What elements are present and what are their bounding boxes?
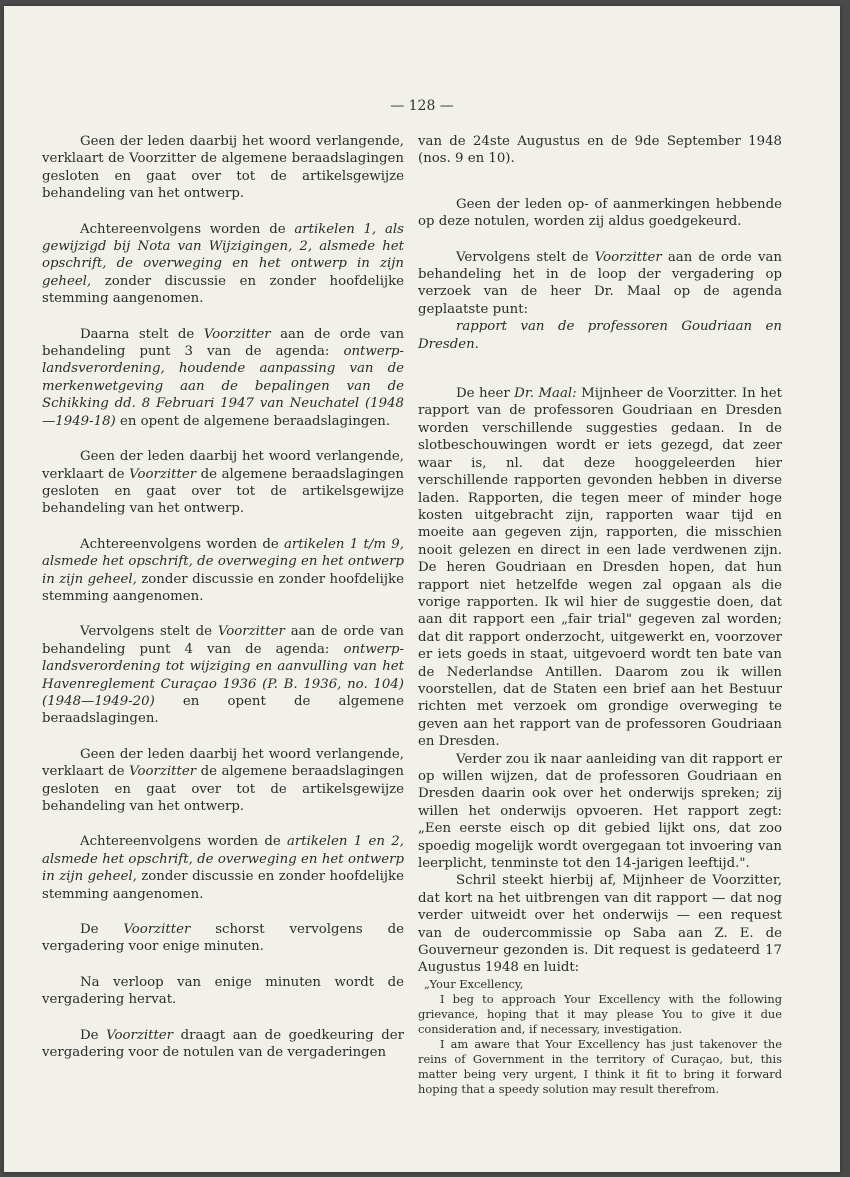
paragraph: Geen der leden daarbij het woord verlangende, verklaart de Voorzitter de algemene beraadslagingen gesloten en gaat over tot de artikelsgewijze behandeling van het ontwerp. <box>42 449 404 517</box>
paragraph: De Voorzitter draagt aan de goedkeuring der vergadering voor de notulen van de vergaderingen <box>42 1027 404 1061</box>
document-page <box>4 6 840 1172</box>
paragraph: Vervolgens stelt de Voorzitter aan de orde van behandeling het in de loop der vergadering op verzoek van de heer Dr. Maal op de agenda geplaatste punt: <box>418 249 782 317</box>
paragraph: Achtereenvolgens worden de artikelen 1 t/m 9, alsmede het opschrift, de overweging en het ontwerp in zijn geheel, zonder discussie en zonder hoofdelijke stemming aangenomen. <box>42 536 404 604</box>
paragraph: Daarna stelt de Voorzitter aan de orde van behandeling punt 3 van de agenda: ontwerp-landsverordening, houdende aanpassing van de merkenwetgeving aan de bepalingen van de Schikking dd. 8 Februari 1947 van Neuchatel (1948—1949-18) en opent de algemene beraadslagingen. <box>42 326 405 429</box>
paragraph: Geen der leden daarbij het woord verlangende, verklaart de Voorzitter de algemene beraadslagingen gesloten en gaat over tot de artikelsgewijze behandeling van het ontwerp. <box>42 746 404 814</box>
right-column <box>418 133 782 1097</box>
letter-salutation: „Your Excellency, <box>424 976 524 991</box>
left-column <box>42 133 404 1061</box>
paragraph: Geen der leden daarbij het woord verlangende, verklaart de Voorzitter de algemene beraadslagingen gesloten en gaat over tot de artikelsgewijze behandeling van het ontwerp. <box>42 134 404 202</box>
paragraph: van de 24ste Augustus en de 9de September 1948 (nos. 9 en 10). <box>418 134 782 167</box>
letter-paragraph: I beg to approach Your Excellency with the following grievance, hoping that it may please You to give it due consideration and, if necessary, investigation. <box>418 991 782 1036</box>
paragraph: Achtereenvolgens worden de artikelen 1, als gewijzigd bij Nota van Wijzigingen, 2, alsmede het opschrift, de overweging en het ontwerp in zijn geheel, zonder discussie en zonder hoofdelijke stemming aangenomen. <box>42 221 404 307</box>
paragraph: De heer Dr. Maal: Mijnheer de Voorzitter. In het rapport van de professoren Goudriaan en Dresden worden verschillende suggesties gedaan. In de slotbeschouwingen wordt er iets gezegd, dat zeer waar is, nl. dat deze hooggeleerden hier verschillende rapporten gevonden hebben in diverse laden. Rapporten, die tegen meer of minder hoge kosten uitgebracht zijn, rapporten waar tijd en moeite aan gegeven zijn, rapporten, die misschien nooit gelezen en direct in een lade verdwenen zijn. De heren Goudriaan en Dresden hopen, dat hun rapport niet hetzelfde wegen zal opgaan als die vorige rapporten. Ik wil hier de suggestie doen, dat aan dit rapport een „fair trial" gegeven zal worden; dat dit rapport onderzocht, uitgewerkt en, voorzover er iets goeds in staat, uitgevoerd wordt ten bate van de Nederlandse Antillen. Daarom zou ik willen voorstellen, dat de Staten een brief aan het Bestuur richten met verzoek om grondige overweging te geven aan het rapport van de professoren Goudriaan en Dresden. <box>418 386 782 750</box>
paragraph: Achtereenvolgens worden de artikelen 1 en 2, alsmede het opschrift, de overweging en het ontwerp in zijn geheel, zonder discussie en zonder hoofdelijke stemming aangenomen. <box>42 834 404 902</box>
quoted-letter <box>418 977 782 1097</box>
agenda-item-title: rapport van de professoren Goudriaan en Dresden. <box>418 319 782 352</box>
paragraph: Vervolgens stelt de Voorzitter aan de orde van behandeling punt 4 van de agenda: ontwerp-landsverordening tot wijziging en aanvulling van het Havenreglement Curaçao 1936 (P. B. 1936, no. 104) (1948—1949-20) en opent de algemene beraadslagingen. <box>42 624 404 727</box>
paragraph: Geen der leden op- of aanmerkingen hebbende op deze notulen, worden zij aldus goedgekeurd. <box>418 196 782 230</box>
paragraph: De Voorzitter schorst vervolgens de vergadering voor enige minuten. <box>42 922 405 955</box>
page-number: — 128 — <box>390 98 454 114</box>
letter-paragraph: I am aware that Your Excellency has just takenover the reins of Government in the territory of Curaçao, but, this matter being very urgent, I think it fit to bring it forward hoping that a speedy solution may result therefrom. <box>418 1036 782 1096</box>
paragraph: Verder zou ik naar aanleiding van dit rapport er op willen wijzen, dat de professoren Goudriaan en Dresden daarin ook over het onderwijs spreken; zij willen het onderwijs opvoeren. Het rapport zegt: „Een eerste eisch op dit gebied lijkt ons, dat zoo spoedig mogelijk wordt overgegaan tot invoering van leerplicht, tenminste tot den 14-jarigen leeftijd.". <box>418 751 782 872</box>
paragraph: Schril steekt hierbij af, Mijnheer de Voorzitter, dat kort na het uitbrengen van dit rapport — dat nog verder uitweidt over het onderwijs — een request van de oudercommissie op Saba aan Z. E. de Gouverneur gezonden is. Dit request is gedateerd 17 Augustus 1948 en luidt: <box>418 873 782 976</box>
paragraph: Na verloop van enige minuten wordt de vergadering hervat. <box>42 974 404 1008</box>
